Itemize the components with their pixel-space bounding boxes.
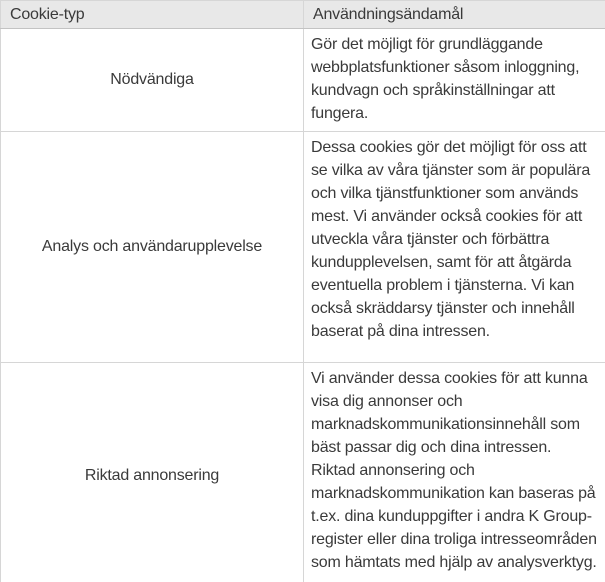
purpose-text-analytics: Dessa cookies gör det möjligt för oss att se vilka av våra tjänster som är populära och vilka tjänstfunktioner som används mest. Vi använder också cookies för att utveckla våra tjänster och förbättra kundupplevelsen, samt för att åtgärda eventuella problem i tjänsterna. Vi kan också skräddarsy tjänster och innehåll baserat på dina intressen. xyxy=(304,132,605,363)
purpose-text-necessary: Gör det möjligt för grundläggande webbplatsfunktioner såsom inloggning, kundvagn och språkinställningar att fungera. xyxy=(304,29,605,132)
table-row xyxy=(1,132,605,363)
cookie-type-necessary: Nödvändiga xyxy=(1,29,304,132)
column-header-purpose: Användningsändamål xyxy=(304,1,605,29)
cookie-type-advertising: Riktad annonsering xyxy=(1,363,304,582)
purpose-text-advertising: Vi använder dessa cookies för att kunna visa dig annonser och marknadskommunikationsinnehåll som bäst passar dig och dina intressen. Riktad annonsering och marknadskommunikation kan baseras på t.ex. dina kunduppgifter i andra K Group-register eller dina troliga intresseområden som hämtats med hjälp av analysverktyg. xyxy=(304,363,605,582)
table-header-row xyxy=(1,1,605,29)
column-header-cookie-type: Cookie-typ xyxy=(1,1,304,29)
table-row xyxy=(1,29,605,132)
table-row xyxy=(1,363,605,582)
cookie-type-analytics: Analys och användarupplevelse xyxy=(1,132,304,363)
